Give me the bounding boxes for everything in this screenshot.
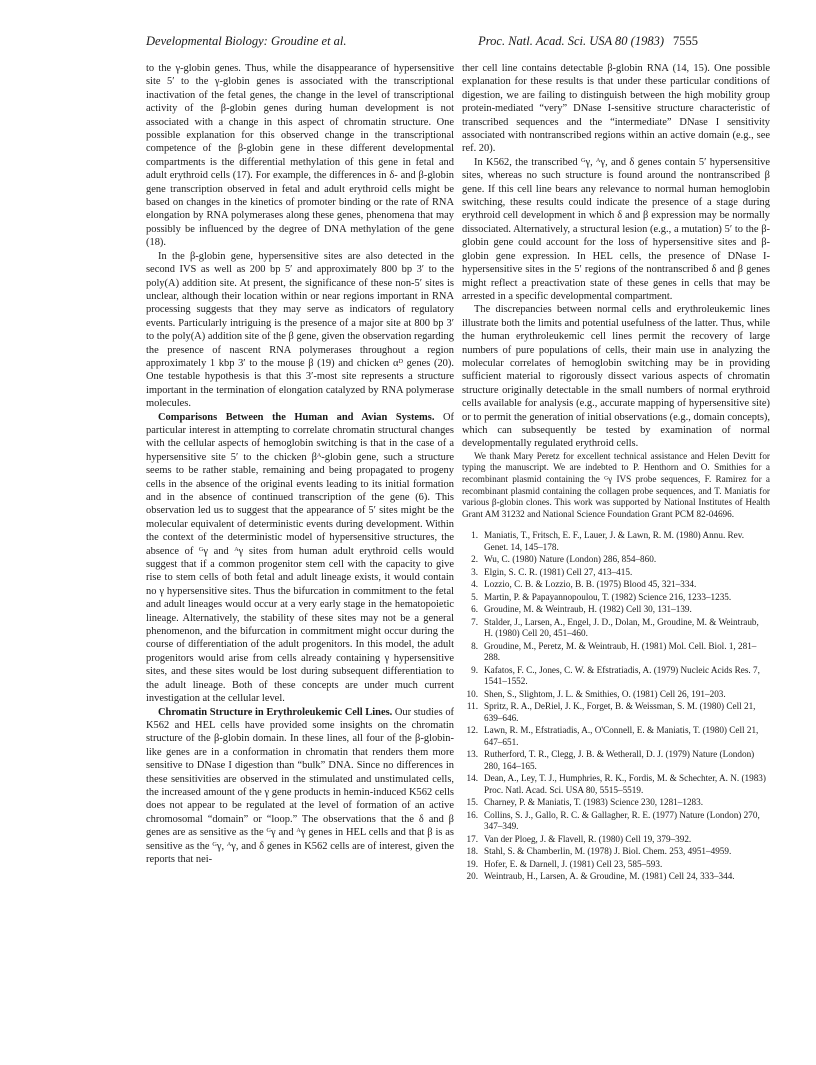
reference-text: Shen, S., Slightom, J. L. & Smithies, O. (1981) Cell 26, 191–203.	[484, 688, 726, 699]
reference-item	[462, 604, 770, 616]
acknowledgment: We thank Mary Peretz for excellent technical assistance and Helen Devitt for typing the manuscript. We are indebted to P. Henthorn and O. Smithies for a recombinant plasmid containing the ᴳγ IVS probe sequences, F. Ramirez for a recombinant plasmid containing the collagen probe sequences, and T. Maniatis for various β-globin clones. This work was supported by National Institutes of Health Grant AM 31232 and National Science Foundation Grant PCM 82-04696.	[462, 450, 770, 519]
reference-item	[462, 567, 770, 579]
reference-number: 14.	[466, 773, 478, 784]
reference-item	[462, 859, 770, 871]
reference-text: Stalder, J., Larsen, A., Engel, J. D., Dolan, M., Groudine, M. & Weintraub, H. (1980) Cell 20, 451–460.	[484, 616, 759, 639]
reference-item	[462, 725, 770, 748]
reference-number: 20.	[466, 871, 478, 882]
section-text: Of particular interest in attempting to correlate chromatin structural changes with the cellular aspects of hemoglobin switching is that in the case of a hypersensitive site 5′ to the chicken βᴬ-globin gene, such a structure seems to be rather stable, remaining and being propagated to progeny cells in the absence of the original events leading to its initial formation and in the absence of continued transcription of the gene (6). This observation led us to suggest that the appearance of 5′ sites might be the molecular equivalent of deterministic events during development. Within the context of the deterministic model of hypersensitive structures, the absence of ᴳγ and ᴬγ sites from human adult erythroid cells would suggest that if a common progenitor stem cell with the capacity to give rise to stem cells of both fetal and adult lineage exists, it would contain no γ hypersensitive sites. Thus the bifurcation in commitment to the fetal and adult lineages would occur at a very early stage in the hematopoietic lineage. Alternatively, the stability of these sites may not be a general phenomenon, and the bifurcation in commitment might occur during the course of differentiation of the adult progenitors. In this model, the adult progenitors would arise from cells already containing γ hypersensitive sites, and these sites would be lost during subsequent differentiation to the adult lineage. Both of these concepts are under much current investigation at the cellular level.	[146, 411, 455, 705]
reference-number: 5.	[471, 591, 478, 602]
reference-text: Lozzio, C. B. & Lozzio, B. B. (1975) Blood 45, 321–334.	[484, 579, 697, 590]
section-heading: Comparisons Between the Human and Avian Systems.	[158, 411, 435, 423]
reference-number: 8.	[471, 640, 478, 651]
reference-text: Stahl, S. & Chamberlin, M. (1978) J. Biol. Chem. 253, 4951–4959.	[484, 846, 732, 857]
reference-number: 6.	[471, 604, 478, 615]
section-paragraph	[146, 411, 454, 706]
left-column	[146, 62, 454, 866]
reference-item	[462, 592, 770, 604]
reference-text: Van der Ploeg, J. & Flavell, R. (1980) Cell 19, 379–392.	[484, 833, 692, 844]
reference-item	[462, 846, 770, 858]
reference-item	[462, 554, 770, 566]
reference-number: 1.	[471, 530, 478, 541]
reference-item	[462, 579, 770, 591]
reference-number: 15.	[466, 797, 478, 808]
reference-text: Weintraub, H., Larsen, A. & Groudine, M. (1981) Cell 24, 333–344.	[484, 871, 735, 882]
reference-text: Dean, A., Ley, T. J., Humphries, R. K., Fordis, M. & Schechter, A. N. (1983) Proc. Natl. Acad. Sci. USA 80, 5515–5519.	[484, 773, 766, 795]
paragraph: to the γ-globin genes. Thus, while the disappearance of hypersensitive site 5′ to the γ-globin genes is associated with the transcriptional inactivation of the fetal genes, the change in the level of transcriptional activity of the β-globin genes during human development is not associated with a change in this aspect of chromatin structure. One possible explanation for this observed change in the transcriptional competence of the β-globin gene in these different developmental compartments is the differential methylation of this gene in fetal and adult erythroid cells (17). For example, the differences in δ- and β-globin gene transcription observed in fetal and adult erythroid cells might be based on changes in the kinetics of promoter binding or the rate of RNA elongation by RNA polymerases along these genes, phenomena that may possibly be influenced by the degree of DNA methylation of the gene (18).	[146, 63, 454, 249]
reference-number: 11.	[466, 701, 478, 712]
running-header	[146, 34, 698, 52]
header-journal-section: Developmental Biology: Groudine et al.	[146, 34, 347, 48]
paragraph: ther cell line contains detectable β-globin RNA (14, 15). One possible explanation for these results is that under these particular conditions of digestion, we are failing to distinguish between the high mobility group protein-mediated “very” DNase I-sensitive structure characteristic of transcribed sequences and the “intermediate” DNase I sensitivity associated with nontranscribed regions within an active domain (e.g., see ref. 20).	[462, 63, 770, 155]
paragraph: The discrepancies between normal cells and erythroleukemic lines illustrate both the limits and potential usefulness of the latter. Thus, while the human erythroleukemic cell lines permit the recovery of large numbers of pure populations of cells, their main use in analyzing the molecular correlates of hemoglobin switching may be in providing sufficient material to rigorously dissect various aspects of chromatin structure originally detectable in the small numbers of normal erythroid cells available for analysis (e.g., accurate mapping of hypersensitive site) or to permit the generation of initial observations (e.g., domain concepts), which can subsequently be tested by examination of normal developmentally regulated erythroid cells.	[462, 304, 770, 450]
right-column	[462, 62, 770, 884]
reference-item	[462, 797, 770, 809]
reference-number: 9.	[471, 664, 478, 675]
reference-number: 10.	[466, 688, 478, 699]
paragraph: In the β-globin gene, hypersensitive sites are also detected in the second IVS as well as 200 bp 5′ and approximately 800 bp 3′ to the poly(A) addition site. At present, the significance of these non-5′ sites is unclear, although their location within or near regions important in RNA processing suggests that they may serve as indicators of regulatory events. Particularly intriguing is the presence of a major site at 800 bp 3′ to the poly(A) addition site of the β gene, given the observation regarding the presence of nascent RNA polymerases throughout a region approximately 1 kbp 3′ to the mouse β (19) and chicken αᴰ genes (20). One testable hypothesis is that this 3′-most site represents a structure important in the termination of elongation catalyzed by RNA polymerase molecules.	[146, 250, 454, 410]
reference-item	[462, 617, 770, 640]
reference-number: 7.	[471, 616, 478, 627]
reference-item	[462, 834, 770, 846]
reference-item	[462, 871, 770, 883]
section-heading: Chromatin Structure in Erythroleukemic Cell Lines.	[158, 706, 393, 718]
reference-text: Lawn, R. M., Efstratiadis, A., O'Connell, E. & Maniatis, T. (1980) Cell 21, 647–651.	[484, 725, 759, 747]
paragraph: In K562, the transcribed ᴳγ, ᴬγ, and δ genes contain 5′ hypersensitive sites, whereas no such structure is found around the nontranscribed β gene. If this cell line bears any relevance to normal human hemoglobin switching, these results could indicate the presence of a stage during erythroid cell development in which δ and β expression may be normally dissociated. Alternatively, a structural lesion (e.g., a mutation) 5′ to the β-globin gene could account for the loss of hypersensitive sites and β-globin gene expression. In HEL cells, the presence of DNase I-hypersensitive sites in the 5′ regions of the nontranscribed δ and β genes might reflect a preactivation state of these genes in cells that may be arrested in a specific developmental compartment.	[462, 156, 770, 302]
reference-item	[462, 810, 770, 833]
reference-number: 18.	[466, 846, 478, 857]
reference-item	[462, 641, 770, 664]
reference-text: Kafatos, F. C., Jones, C. W. & Efstratiadis, A. (1979) Nucleic Acids Res. 7, 1541–1552.	[484, 664, 760, 687]
reference-text: Hofer, E. & Darnell, J. (1981) Cell 23, 585–593.	[484, 858, 663, 869]
reference-number: 2.	[471, 554, 478, 565]
reference-number: 17.	[466, 833, 478, 844]
reference-number: 13.	[466, 749, 478, 760]
section-text: Our studies of K562 and HEL cells have provided some insights on the chromatin structure of the β-globin domain. In these lines, all four of the β-globin-like genes are in a conformation in chromatin that renders them more sensitive to DNase I digestion than “bulk” DNA. Since no differences in these sensitivities are observed in the stimulated and unstimulated cells, the increased amount of the γ gene products in hemin-induced K562 cells does not appear to be regulated at the level of formation of an active chromosomal “domain” or “loop.” The observations that the δ and β genes are as sensitive as the ᴳγ and ᴬγ genes in HEL cells and that β is as sensitive as the ᴳγ, ᴬγ, and δ genes in K562 cells are of interest, given the reports that nei-	[146, 706, 455, 865]
page-number: 7555	[673, 34, 698, 48]
header-citation: Proc. Natl. Acad. Sci. USA 80 (1983)	[478, 34, 664, 48]
reference-number: 4.	[471, 579, 478, 590]
reference-number: 16.	[466, 809, 478, 820]
reference-number: 19.	[466, 858, 478, 869]
reference-text: Wu, C. (1980) Nature (London) 286, 854–860.	[484, 554, 657, 565]
reference-item	[462, 530, 770, 553]
reference-text: Groudine, M. & Weintraub, H. (1982) Cell 30, 131–139.	[484, 604, 692, 615]
reference-item	[462, 701, 770, 724]
reference-item	[462, 689, 770, 701]
reference-list	[462, 530, 770, 883]
reference-item	[462, 749, 770, 772]
section-paragraph	[146, 706, 454, 867]
reference-text: Maniatis, T., Fritsch, E. F., Lauer, J. & Lawn, R. M. (1980) Annu. Rev. Genet. 14, 145–178.	[484, 530, 745, 552]
reference-text: Rutherford, T. R., Clegg, J. B. & Wetherall, D. J. (1979) Nature (London) 280, 164–165.	[484, 749, 755, 771]
reference-text: Charney, P. & Maniatis, T. (1983) Science 230, 1281–1283.	[484, 797, 704, 808]
reference-text: Collins, S. J., Gallo, R. C. & Gallagher, R. E. (1977) Nature (London) 270, 347–349.	[484, 809, 760, 832]
reference-number: 12.	[466, 725, 478, 736]
reference-text: Martin, P. & Papayannopoulou, T. (1982) Science 216, 1233–1235.	[484, 591, 732, 602]
reference-number: 3.	[471, 566, 478, 577]
reference-text: Spritz, R. A., DeRiel, J. K., Forget, B. & Weissman, S. M. (1980) Cell 21, 639–646.	[484, 701, 756, 723]
reference-text: Groudine, M., Peretz, M. & Weintraub, H. (1981) Mol. Cell. Biol. 1, 281–288.	[484, 640, 757, 663]
reference-text: Elgin, S. C. R. (1981) Cell 27, 413–415.	[484, 566, 633, 577]
reference-item	[462, 665, 770, 688]
reference-item	[462, 773, 770, 796]
